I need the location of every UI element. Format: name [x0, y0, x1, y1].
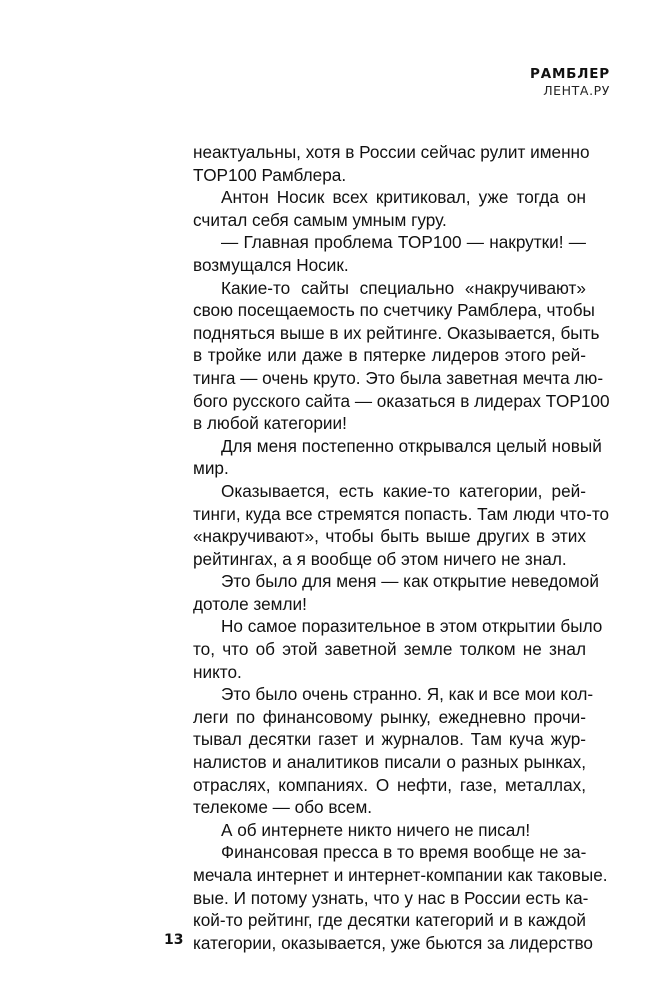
text-line: телекоме — обо всем. [193, 797, 373, 818]
text-line: А об интернете никто ничего не писал! [221, 819, 531, 840]
text-line: свою посещаемость по счетчику Рамблера, чтобы [193, 300, 595, 321]
text-line: леги по финансовому рынку, ежедневно прочи- [193, 706, 586, 727]
text-line: Но самое поразительное в этом открытии было [221, 616, 603, 637]
text-line: — Главная проблема TOP100 — накрутки! — [221, 232, 586, 253]
text-line: отраслях, компаниях. О нефти, газе, металлах, [193, 774, 586, 795]
text-line: рейтингах, а я вообще об этом ничего не знал. [193, 548, 567, 569]
text-line: возмущался Носик. [193, 254, 349, 275]
text-line: то, что об этой заветной земле толком не знал [193, 639, 586, 660]
text-line: кой-то рейтинг, где десятки категорий и в каждой [193, 910, 586, 931]
page-number: 13 [164, 932, 184, 948]
text-line: считал себя самым умным гуру. [193, 209, 447, 230]
text-line: подняться выше в их рейтинге. Оказывается, быть [193, 322, 600, 343]
text-line: Для меня постепенно открывался целый новый [221, 435, 602, 456]
text-line: Какие-то сайты специально «накручивают» [221, 277, 586, 298]
header-title: РАМБЛЕР [530, 66, 610, 82]
text-line: «накручивают», чтобы быть выше других в этих [193, 526, 586, 547]
text-line: бого русского сайта — оказаться в лидерах TOP100 [193, 390, 610, 411]
text-line: мечала интернет и интернет-компании как таковые. [193, 865, 608, 885]
text-line: TOP100 Рамблера. [193, 164, 347, 185]
running-header [530, 66, 610, 99]
text-line: в любой категории! [193, 413, 347, 434]
text-line: тинги, куда все стремятся попасть. Там люди что-то [193, 503, 610, 524]
text-line: дотоле земли! [193, 593, 307, 614]
text-line: Это было для меня — как открытие неведомой [221, 571, 599, 592]
header-subtitle: ЛЕНТА.РУ [543, 83, 610, 98]
text-line: Это было очень странно. Я, как и все мои кол- [221, 684, 594, 705]
text-line: категории, оказывается, уже бьются за лидерство [193, 932, 593, 953]
text-line: налистов и аналитиков писали о разных рынках, [193, 752, 586, 773]
text-line: в тройке или даже в пятерке лидеров этого рей- [193, 345, 586, 366]
text-line: Антон Носик всех критиковал, уже тогда он [221, 187, 586, 208]
text-line: вые. И потому узнать, что у нас в России есть ка- [193, 887, 589, 908]
text-line: мир. [193, 458, 229, 479]
text-line: Финансовая пресса в то время вообще не за- [221, 842, 587, 863]
text-line: неактуальны, хотя в России сейчас рулит именно [193, 142, 590, 162]
body-text [193, 141, 610, 954]
text-line: тывал десятки газет и журналов. Там куча жур- [193, 729, 586, 750]
text-line: тинга — очень круто. Это была заветная мечта лю- [193, 367, 604, 388]
text-line: никто. [193, 661, 242, 682]
text-line: Оказывается, есть какие-то категории, рей- [221, 480, 586, 501]
